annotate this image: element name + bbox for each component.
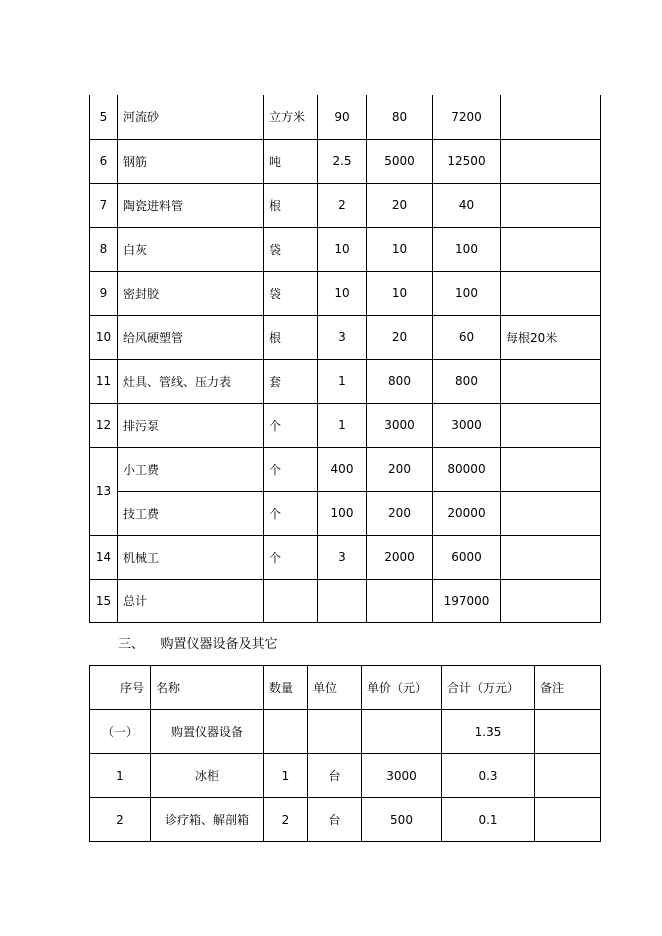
item-note [501,139,601,183]
row-number: 12 [90,403,118,447]
item-quantity: 10 [318,227,367,271]
header-name: 名称 [151,666,264,710]
item-quantity: 2 [264,798,308,842]
table-header-row [90,666,601,710]
item-quantity [318,579,367,622]
item-quantity: 1 [264,754,308,798]
table-row [90,447,601,491]
item-name: 钢筋 [118,139,264,183]
item-price: 800 [367,359,433,403]
item-total: 7200 [433,95,501,139]
item-total: 40 [433,183,501,227]
item-note [501,579,601,622]
row-number: 8 [90,227,118,271]
item-total: 100 [433,227,501,271]
item-price: 10 [367,271,433,315]
header-unit: 单位 [308,666,362,710]
table-row [90,183,601,227]
item-quantity: 1 [318,403,367,447]
item-total: 197000 [433,579,501,622]
item-quantity: 2.5 [318,139,367,183]
item-name: 购置仪器设备 [151,710,264,754]
item-total: 12500 [433,139,501,183]
item-price: 2000 [367,535,433,579]
item-note [501,447,601,491]
item-quantity: 3 [318,315,367,359]
item-unit: 个 [264,403,318,447]
item-unit: 袋 [264,271,318,315]
item-name: 密封胶 [118,271,264,315]
item-price: 80 [367,95,433,139]
item-price: 200 [367,491,433,535]
item-note [501,535,601,579]
table-row [90,95,601,139]
item-note [501,403,601,447]
item-total: 20000 [433,491,501,535]
item-quantity: 1 [318,359,367,403]
item-note [535,710,601,754]
equipment-table [89,665,601,842]
item-note [535,798,601,842]
item-quantity: 2 [318,183,367,227]
row-number: 11 [90,359,118,403]
item-price: 5000 [367,139,433,183]
item-name: 小工费 [118,447,264,491]
item-price [362,710,442,754]
table-row [90,710,601,754]
table-row [90,227,601,271]
item-unit: 台 [308,798,362,842]
table-row [90,359,601,403]
item-name: 白灰 [118,227,264,271]
item-total: 800 [433,359,501,403]
item-price: 3000 [362,754,442,798]
item-quantity: 3 [318,535,367,579]
table-row [90,315,601,359]
item-note: 每根20米 [501,315,601,359]
row-number: 15 [90,579,118,622]
item-unit: 套 [264,359,318,403]
item-price: 500 [362,798,442,842]
item-price: 3000 [367,403,433,447]
item-quantity: 400 [318,447,367,491]
item-total: 60 [433,315,501,359]
row-number: 10 [90,315,118,359]
item-unit: 个 [264,535,318,579]
item-total: 0.3 [442,754,535,798]
item-quantity: 10 [318,271,367,315]
header-note: 备注 [535,666,601,710]
item-note [501,183,601,227]
header-qty: 数量 [264,666,308,710]
row-number: 1 [90,754,151,798]
table-row [90,271,601,315]
item-name: 排污泵 [118,403,264,447]
item-note [501,95,601,139]
table-row [90,535,601,579]
table-row-total [90,579,601,622]
row-number: 2 [90,798,151,842]
item-unit [308,710,362,754]
item-unit [264,579,318,622]
header-no: 序号 [90,666,151,710]
table-row [90,139,601,183]
table-row [90,754,601,798]
item-total: 100 [433,271,501,315]
item-unit: 袋 [264,227,318,271]
item-note [501,271,601,315]
row-number: 13 [90,447,118,535]
table-row [90,798,601,842]
row-number: 7 [90,183,118,227]
item-name: 机械工 [118,535,264,579]
row-number: 14 [90,535,118,579]
item-total: 80000 [433,447,501,491]
item-name: 总计 [118,579,264,622]
header-price: 单价（元） [362,666,442,710]
item-price: 20 [367,183,433,227]
item-unit: 个 [264,447,318,491]
item-total: 6000 [433,535,501,579]
item-price [367,579,433,622]
header-total: 合计（万元） [442,666,535,710]
item-note [501,359,601,403]
item-quantity: 90 [318,95,367,139]
materials-table [89,95,601,623]
item-quantity: 100 [318,491,367,535]
item-name: 灶具、管线、压力表 [118,359,264,403]
item-unit: 根 [264,315,318,359]
item-name: 技工费 [118,491,264,535]
item-note [501,491,601,535]
item-total: 0.1 [442,798,535,842]
item-price: 20 [367,315,433,359]
item-quantity [264,710,308,754]
item-note [535,754,601,798]
item-unit: 吨 [264,139,318,183]
item-name: 诊疗箱、解剖箱 [151,798,264,842]
row-number: 6 [90,139,118,183]
item-name: 河流砂 [118,95,264,139]
section-heading: 三、 购置仪器设备及其它 [118,637,278,652]
item-total: 3000 [433,403,501,447]
item-note [501,227,601,271]
item-name: 冰柜 [151,754,264,798]
item-name: 陶瓷进料管 [118,183,264,227]
table-row [90,403,601,447]
table-row [90,491,601,535]
item-unit: 立方米 [264,95,318,139]
item-total: 1.35 [442,710,535,754]
row-number: 5 [90,95,118,139]
item-name: 给风硬塑管 [118,315,264,359]
item-unit: 个 [264,491,318,535]
item-price: 10 [367,227,433,271]
item-unit: 根 [264,183,318,227]
row-number: 9 [90,271,118,315]
item-unit: 台 [308,754,362,798]
row-number: （一） [90,710,151,754]
item-price: 200 [367,447,433,491]
